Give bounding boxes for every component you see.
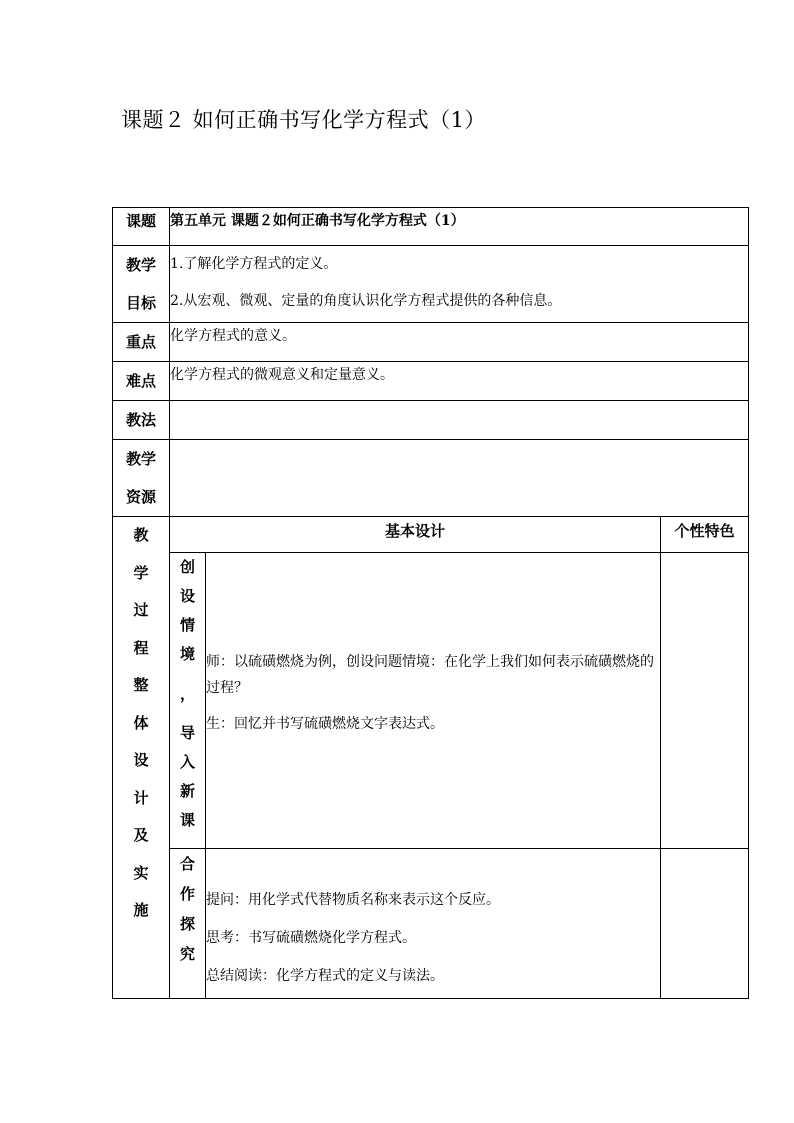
stage1-content bbox=[206, 553, 661, 849]
header-feature: 个性特色 bbox=[661, 517, 749, 553]
side-char: 过 bbox=[133, 601, 149, 619]
process-side-label bbox=[113, 517, 170, 999]
stage2-line: 总结阅读：化学方程式的定义与读法。 bbox=[206, 968, 444, 984]
side-char: 学 bbox=[133, 563, 149, 582]
side-char: 体 bbox=[133, 713, 149, 732]
stage2-char: 作 bbox=[179, 885, 195, 903]
label-resources-2: 资源 bbox=[125, 488, 156, 506]
stage1-char: 设 bbox=[179, 587, 195, 605]
stage2-line: 思考：书写硫磺燃烧化学方程式。 bbox=[206, 930, 416, 946]
stage1-char: 情 bbox=[179, 616, 195, 634]
row-process-header bbox=[113, 517, 749, 553]
stage2-feature bbox=[661, 849, 749, 999]
side-char: 整 bbox=[133, 676, 149, 694]
value-key-point: 化学方程式的意义。 bbox=[170, 323, 749, 362]
header-basic-design: 基本设计 bbox=[170, 517, 661, 553]
stage1-char: 创 bbox=[179, 558, 195, 576]
stage1-char: 入 bbox=[179, 753, 195, 771]
row-method bbox=[113, 401, 749, 440]
page-title: 课题２ 如何正确书写化学方程式（1） bbox=[121, 108, 487, 132]
row-difficulty bbox=[113, 362, 749, 401]
side-char: 计 bbox=[133, 788, 149, 807]
value-objectives bbox=[170, 246, 749, 323]
label-key-point: 重点 bbox=[113, 323, 170, 362]
row-topic bbox=[113, 208, 749, 246]
label-objectives-2: 目标 bbox=[125, 294, 156, 312]
value-method bbox=[170, 401, 749, 440]
stage2-char: 究 bbox=[179, 945, 195, 963]
stage1-line: 生：回忆并书写硫磺燃烧文字表达式。 bbox=[206, 716, 444, 732]
objective-item: 1.了解化学方程式的定义。 bbox=[170, 256, 338, 272]
row-stage2 bbox=[113, 849, 749, 999]
label-topic: 课题 bbox=[113, 208, 170, 246]
stage1-char: 课 bbox=[179, 811, 195, 829]
stage2-content bbox=[206, 849, 661, 999]
row-stage1 bbox=[113, 553, 749, 849]
label-resources-1: 教学 bbox=[125, 450, 156, 468]
side-char: 程 bbox=[133, 638, 149, 657]
label-objectives bbox=[113, 246, 170, 323]
row-key-point bbox=[113, 323, 749, 362]
label-resources bbox=[113, 440, 170, 517]
side-char: 实 bbox=[133, 863, 149, 882]
stage1-char: 境 bbox=[179, 645, 195, 663]
row-objectives bbox=[113, 246, 749, 323]
side-char: 施 bbox=[133, 901, 149, 919]
objective-item: 2.从宏观、微观、定量的角度认识化学方程式提供的各种信息。 bbox=[170, 293, 562, 309]
side-char: 教 bbox=[133, 526, 149, 544]
stage1-char: 导 bbox=[179, 724, 195, 742]
label-difficulty: 难点 bbox=[113, 362, 170, 401]
stage1-char: ， bbox=[179, 685, 195, 703]
row-resources bbox=[113, 440, 749, 517]
side-char: 及 bbox=[133, 826, 149, 844]
stage1-label bbox=[170, 553, 206, 849]
value-resources bbox=[170, 440, 749, 517]
stage1-char: 新 bbox=[179, 782, 195, 800]
value-topic: 第五单元 课题２如何正确书写化学方程式（1） bbox=[170, 208, 749, 246]
stage2-char: 合 bbox=[179, 855, 195, 873]
stage2-char: 探 bbox=[179, 915, 195, 933]
stage2-label bbox=[170, 849, 206, 999]
stage1-feature bbox=[661, 553, 749, 849]
stage1-line: 师：以硫磺燃烧为例，创设问题情境：在化学上我们如何表示硫磺燃烧的过程？ bbox=[206, 654, 654, 696]
label-objectives-1: 教学 bbox=[125, 256, 156, 274]
side-char: 设 bbox=[133, 751, 149, 769]
label-method: 教法 bbox=[113, 401, 170, 440]
stage2-line: 提问：用化学式代替物质名称来表示这个反应。 bbox=[206, 892, 500, 908]
lesson-plan-table bbox=[112, 207, 749, 999]
value-difficulty: 化学方程式的微观意义和定量意义。 bbox=[170, 362, 749, 401]
